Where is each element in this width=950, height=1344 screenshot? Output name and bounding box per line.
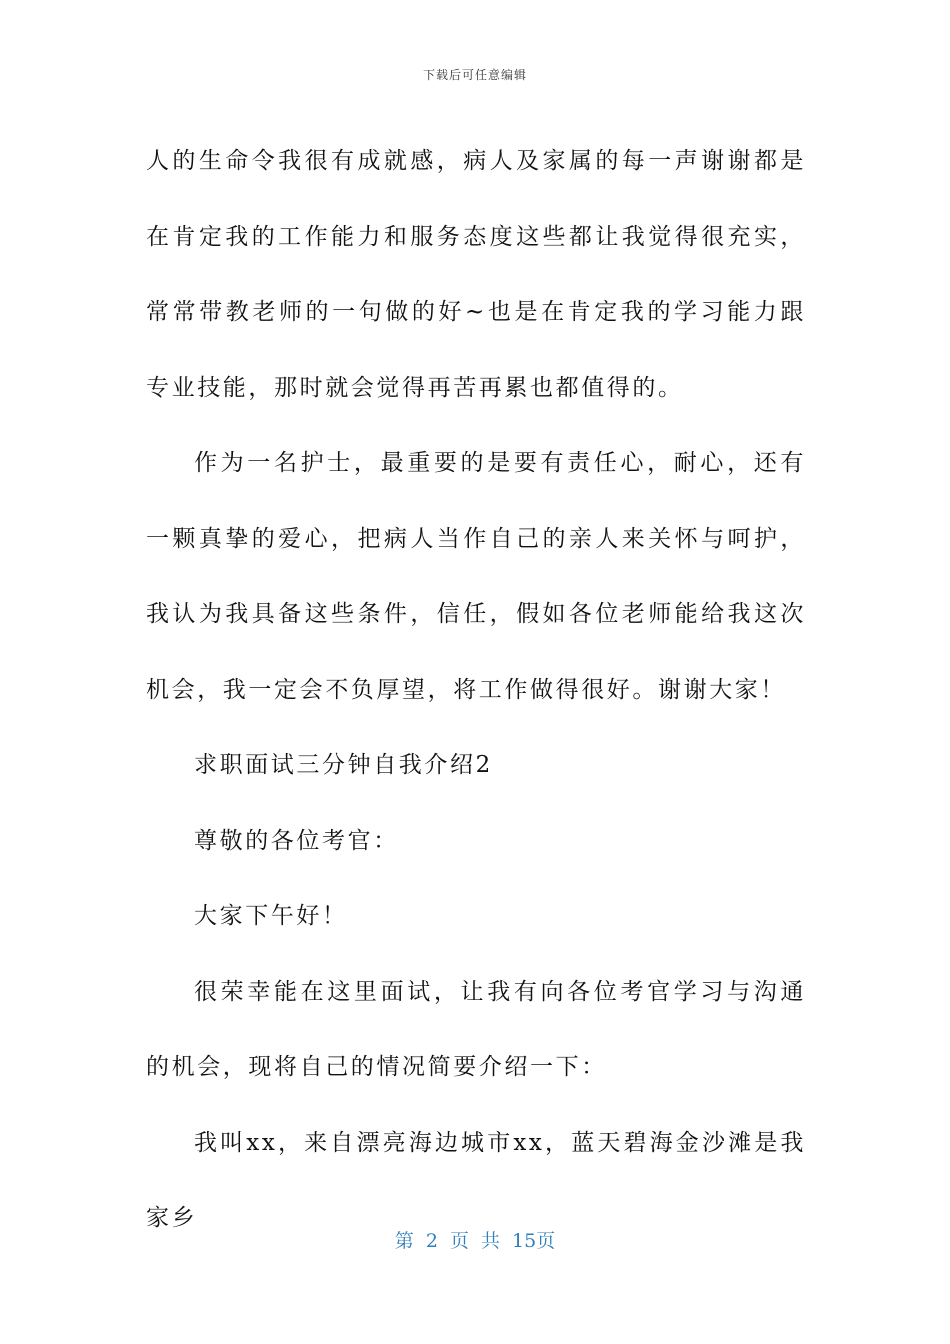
page-number: 第 2 页 共 15页 xyxy=(394,1230,556,1252)
body-paragraph: 作为一名护士，最重要的是要有责任心，耐心，还有一颗真挚的爱心，把病人当作自己的亲人来关怀与呵护，我认为我具备这些条件，信任，假如各位老师能给我这次机会，我一定会不负厚望，将工作做得很好。谢谢大家！ xyxy=(146,450,806,703)
salutation: 尊敬的各位考官： xyxy=(194,827,399,854)
greeting: 大家下午好！ xyxy=(194,903,348,929)
body-paragraph: 很荣幸能在这里面试，让我有向各位考官学习与沟通的机会，现将自己的情况简要介绍一下： xyxy=(146,978,806,1080)
body-paragraph: 我叫xx，来自漂亮海边城市xx，蓝天碧海金沙滩是我家乡 xyxy=(146,1129,806,1231)
document-body xyxy=(146,124,806,1257)
download-note: 下载后可任意编辑 xyxy=(422,68,527,82)
section-title: 求职面试三分钟自我介绍2 xyxy=(194,752,493,778)
body-paragraph: 人的生命令我很有成就感，病人及家属的每一声谢谢都是在肯定我的工作能力和服务态度这些都让我觉得很充实，常常带教老师的一句做的好~也是在肯定我的学习能力跟专业技能，那时就会觉得再苦再累也都值得的。 xyxy=(146,148,806,401)
